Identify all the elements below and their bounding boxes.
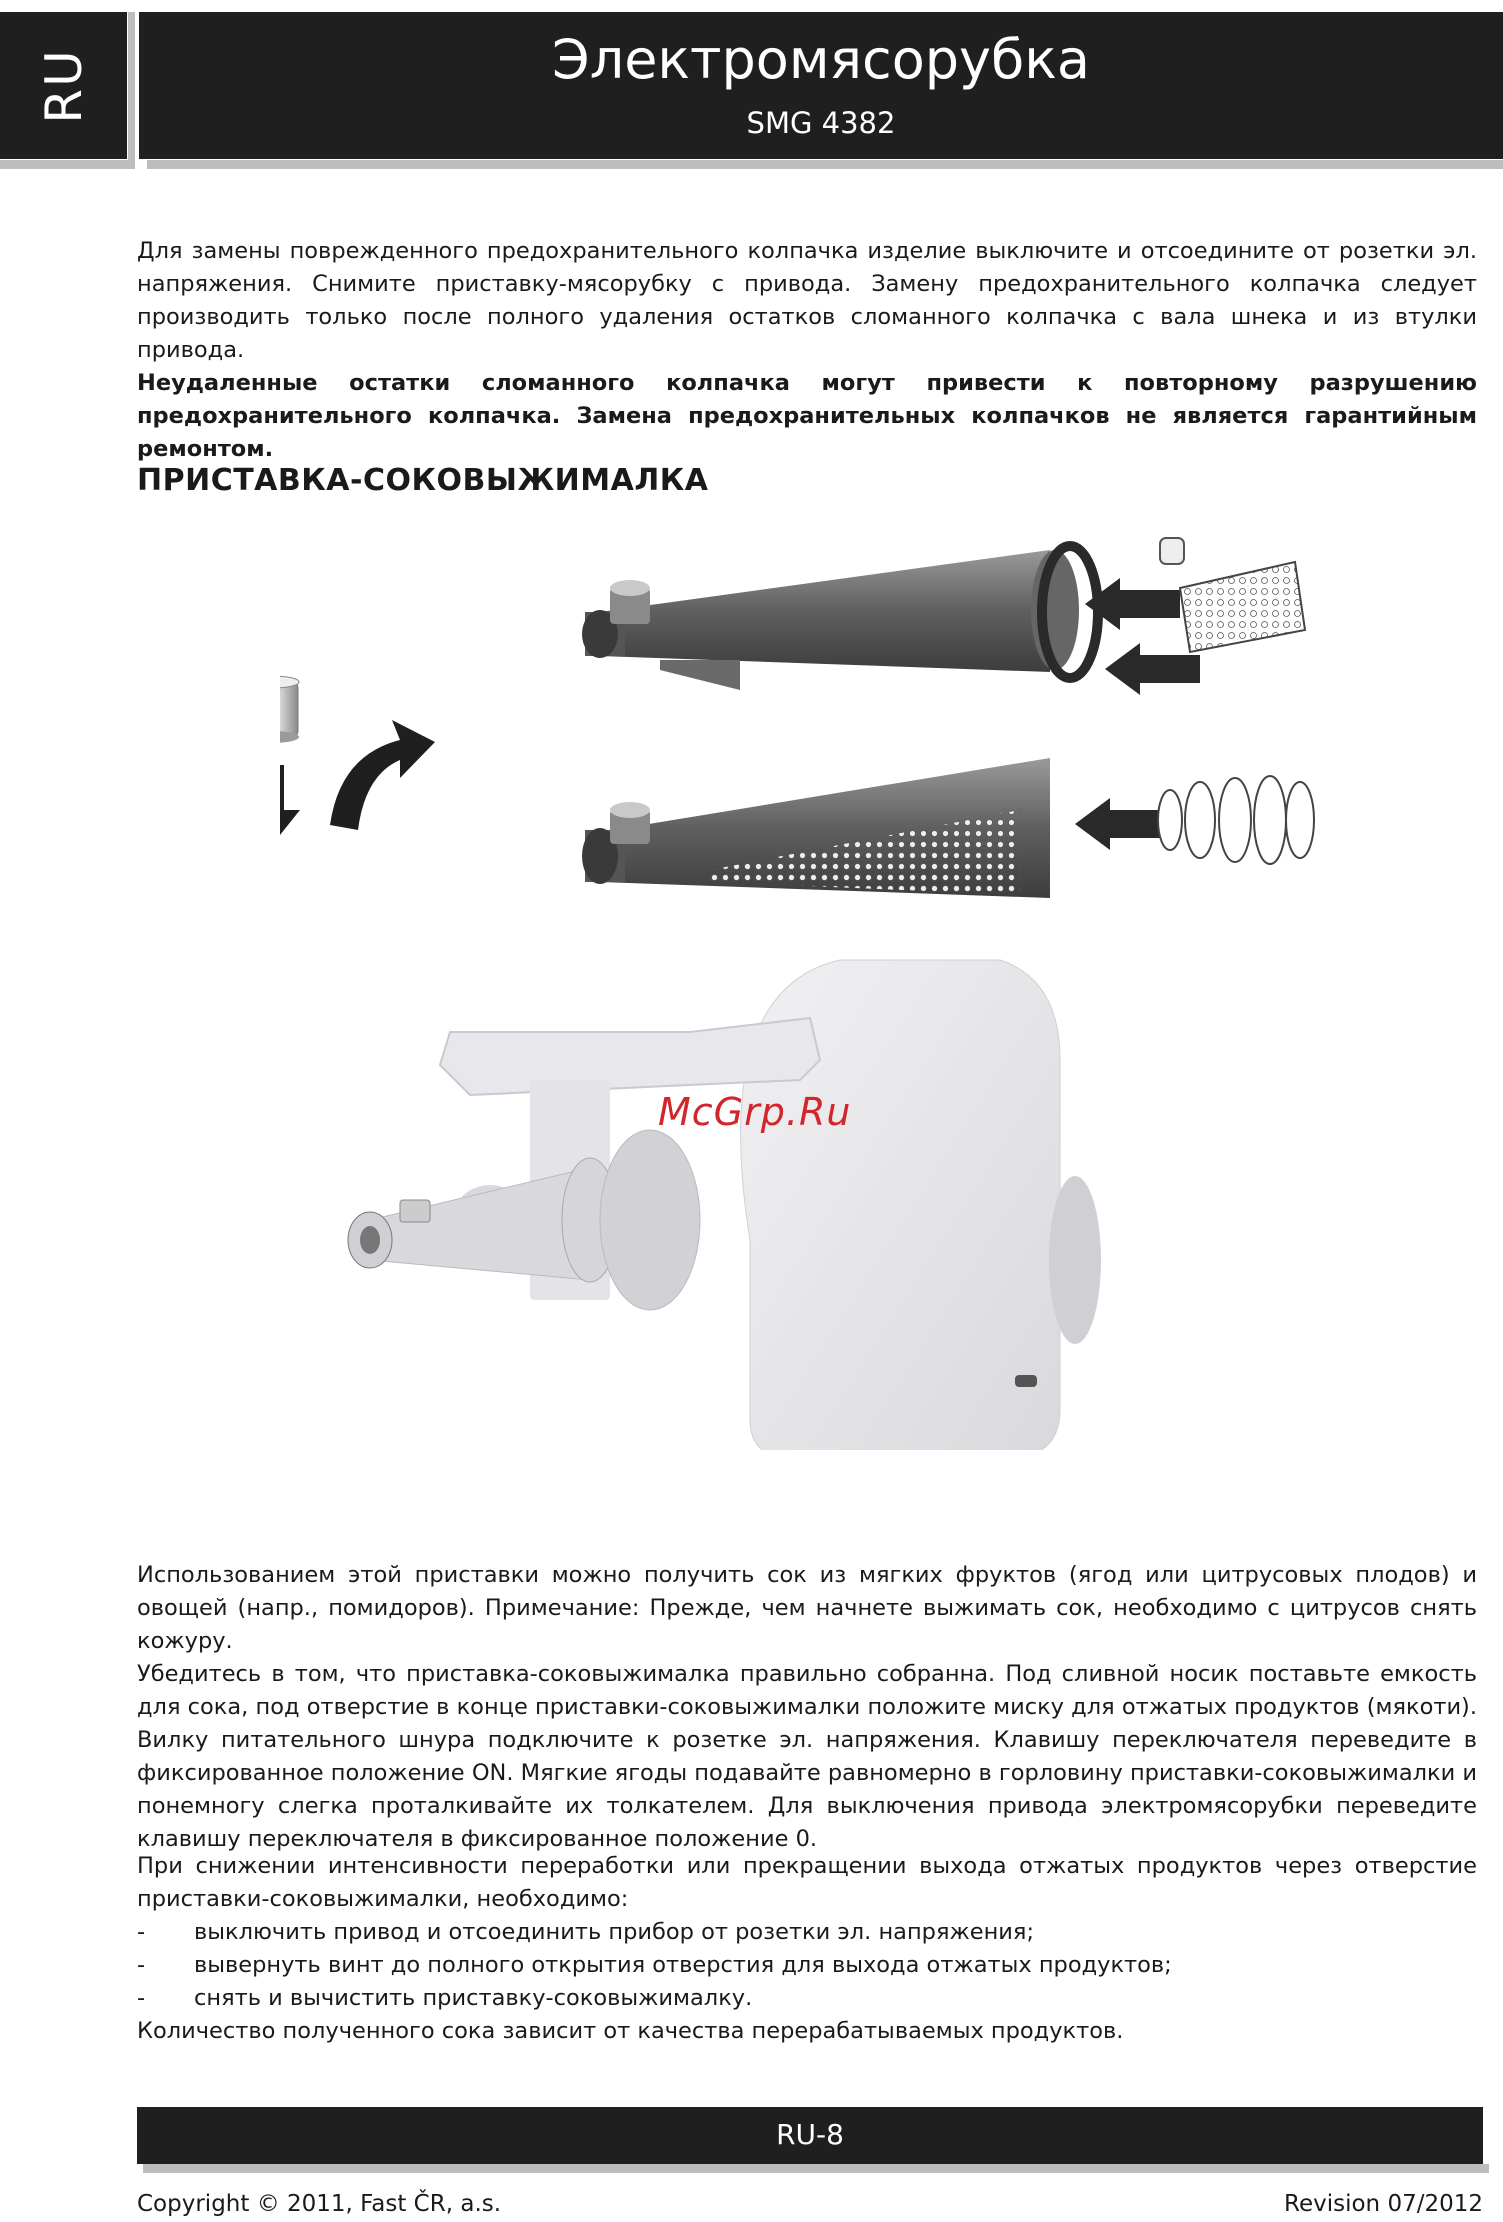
- exploded-view-middle: [582, 758, 1314, 898]
- model-number: SMG 4382: [746, 106, 896, 140]
- rotate-arrow-icon: [330, 720, 435, 830]
- title-bar-shadow: [147, 160, 1503, 169]
- usage-paragraph-2: Убедитесь в том, что приставка-соковыжималка правильно собранна. Под сливной носик поставьте емкость для сока, под отверстие в конце приставки-соковыжималки положите миску для отжатых продуктов (мякоти). Вилку питательного шнура подключите к розетке эл. напряжения. Клавишу переключателя переведите в фиксированное положение ON. Мягкие ягоды подавайте равномерно в горловину приставки-соковыжималки и понемногу слегка проталкивайте их толкателем. Для выключения привода электромясорубки переведите клавишу переключателя в фиксированное положение 0.: [137, 1661, 1477, 1852]
- spiral-part: [1158, 776, 1314, 864]
- knob-insert-indicator: [280, 676, 300, 840]
- maintenance-steps: [137, 1916, 1477, 2048]
- language-tab-divider: [128, 12, 135, 169]
- usage-block: [137, 1559, 1477, 1856]
- list-item: - выключить привод и отсоединить прибор от розетки эл. напряжения;: [137, 1919, 1035, 1945]
- arrow-down-icon: [280, 765, 300, 840]
- strainer-part: [1180, 562, 1305, 652]
- intro-block: [137, 235, 1477, 466]
- list-item: - вывернуть винт до полного открытия отверстия для выхода отжатых продуктов;: [137, 1952, 1172, 1978]
- maintenance-intro: При снижении интенсивности переработки или прекращении выхода отжатых продуктов через отверстие приставки-соковыжималки, необходимо:: [137, 1853, 1477, 1912]
- grinder-body: [348, 960, 1101, 1450]
- list-item: - снять и вычистить приставку-соковыжималку.: [137, 1985, 753, 2011]
- copyright: Copyright © 2011, Fast ČR, a.s.: [137, 2191, 502, 2217]
- revision: Revision 07/2012: [1284, 2191, 1483, 2217]
- arrow-left-icon: [1105, 643, 1200, 695]
- closing-note: Количество полученного сока зависит от качества перерабатываемых продуктов.: [137, 2018, 1124, 2044]
- watermark: McGrp.Ru: [658, 1090, 852, 1134]
- language-label: RU: [34, 47, 93, 124]
- maintenance-block: [137, 1850, 1477, 1916]
- language-tab: [0, 12, 127, 159]
- page-number: RU-8: [776, 2118, 844, 2151]
- section-heading: ПРИСТАВКА-СОКОВЫЖИМАЛКА: [137, 463, 709, 498]
- exploded-view-top: [582, 538, 1305, 695]
- language-tab-shadow: [0, 160, 128, 169]
- page-title: Электромясорубка: [551, 28, 1091, 91]
- cap-part: [1160, 538, 1184, 564]
- usage-paragraph-1: Использованием этой приставки можно получить сок из мягких фруктов (ягод или цитрусовых плодов) и овощей (напр., помидоров). Примечание: Прежде, чем начнете выжимать сок, необходимо с цитрусов снять кожуру.: [137, 1562, 1477, 1654]
- intro-text: Для замены поврежденного предохранительного колпачка изделие выключите и отсоедините от розетки эл. напряжения. Снимите приставку-мясорубку с привода. Замену предохранительного колпачка следует производить только после полного удаления остатков сломанного колпачка с вала шнека и из втулки привода.: [137, 238, 1477, 363]
- intro-warning: Неудаленные остатки сломанного колпачка могут привести к повторному разрушению предохранительного колпачка. Замена предохранительных колпачков не является гарантийным ремонтом.: [137, 370, 1477, 462]
- juicer-assembly-illustration: [280, 520, 1320, 1450]
- arrow-left-icon: [1075, 798, 1160, 850]
- footer-bar-shadow: [143, 2164, 1489, 2173]
